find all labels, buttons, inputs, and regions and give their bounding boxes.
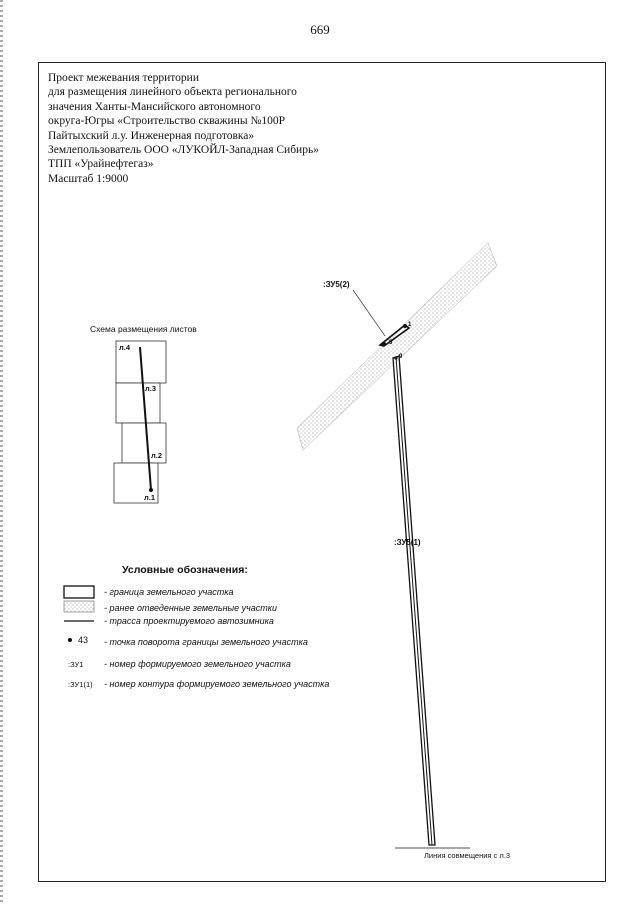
legend-point-number: 43 [78,635,89,645]
legend-contour-number: :ЗУ1(1) [68,680,93,689]
match-line-label: Линия совмещения с л.3 [424,851,511,860]
point-label: 1 [408,322,412,328]
scale-label: Масштаб 1:9000 [48,172,129,185]
page-number: 669 [310,22,330,37]
scheme-route-end [149,488,153,492]
legend-title: Условные обозначения: [122,564,248,576]
point-label: 9 [399,354,403,360]
sheet-label-3: л.3 [145,384,157,393]
header-line: округа-Югры «Строительство скважины №100Р [48,115,286,128]
legend-item-text: - граница земельного участка [104,587,234,597]
turning-point [403,324,407,328]
scheme-title: Схема размещения листов [90,324,197,334]
header-line: Землепользователь ООО «ЛУКОЙЛ-Западная Сибирь» [48,144,319,157]
parcel-zu5-2-leader [353,290,385,336]
turning-point [394,356,397,359]
header-line: ТПП «Урайнефтегаз» [48,158,154,171]
legend-item-text: - номер контура формируемого земельного участка [104,679,330,689]
legend-parcel-number: :ЗУ1 [68,660,84,669]
road-route-line [396,357,432,845]
legend-item-text: - точка поворота границы земельного участка [104,637,308,647]
legend-boundary-symbol [64,586,94,598]
header-line: для размещения линейного объекта регионального [48,86,297,99]
legend-item-text: - номер формируемого земельного участка [104,659,291,669]
parcel-label-zu5-1: :ЗУ5(1) [394,538,421,547]
legend-allotted-symbol [64,601,94,612]
legend-point-symbol [68,638,72,642]
turning-point [382,342,386,346]
sheet-label-1: л.1 [144,493,156,502]
sheet-label-2: л.2 [151,451,163,460]
legend-item-text: - ранее отведенные земельные участки [104,603,278,613]
legend-item-text: - трасса проектируемого автозимника [104,616,274,626]
header-line: значения Ханты-Мансийского автономного [48,100,261,113]
header-line: Пайтыхский л.у. Инженерная подготовка» [48,129,255,142]
point-label: 5 [389,340,393,346]
parcel-label-zu5-2: :ЗУ5(2) [323,280,350,289]
header-line: Проект межевания территории [48,72,199,84]
sheet-label-4: л.4 [119,343,131,352]
